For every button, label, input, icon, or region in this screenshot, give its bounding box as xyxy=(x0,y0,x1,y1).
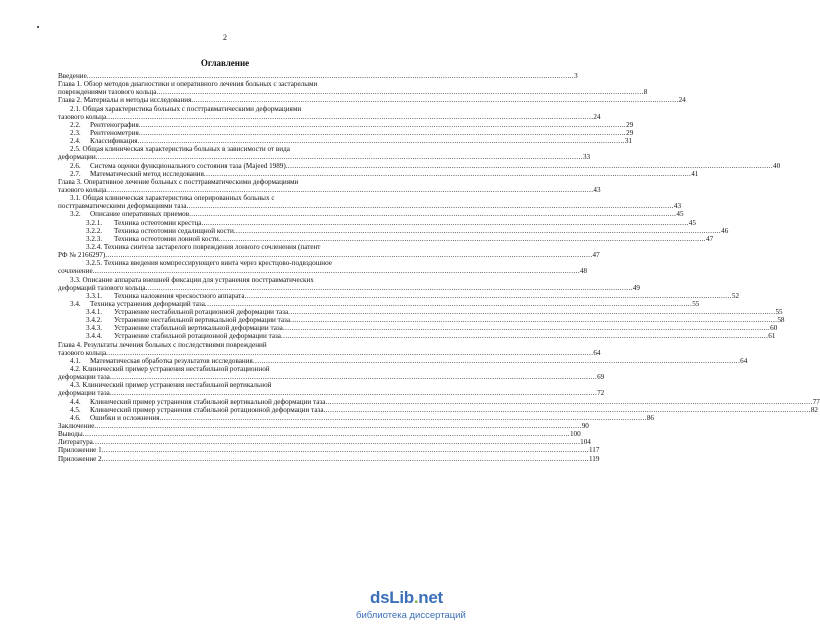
toc-entry-number: 2.2. xyxy=(70,120,81,129)
toc-entry-number: 2.4. xyxy=(70,137,81,146)
toc-entry-text: Математический метод исследования xyxy=(90,169,204,178)
toc-entry-number: 3.4.1. xyxy=(86,308,103,317)
toc-entry-number: 3.2.1. xyxy=(86,218,103,227)
toc-entry-page: 46 xyxy=(721,226,729,235)
dslib-watermark xyxy=(350,588,466,629)
logo-main: dsLib xyxy=(370,588,414,607)
dot-leader xyxy=(219,235,706,243)
toc-entry-number: 2.3. xyxy=(70,128,81,137)
toc-entry-page: 40 xyxy=(773,161,781,170)
toc-entry xyxy=(58,413,654,422)
toc-entry-page: 72 xyxy=(597,389,605,398)
toc-entry-page: 47 xyxy=(706,234,714,243)
toc-entry xyxy=(58,96,686,105)
toc-entry-number: 3.2. xyxy=(70,210,81,219)
toc-entry xyxy=(58,405,818,414)
toc-entry-text: Техника остеотомии лонной кости xyxy=(114,234,219,243)
toc-entry-page: 45 xyxy=(676,210,684,219)
toc-entry-page: 86 xyxy=(646,413,654,422)
dot-leader xyxy=(93,438,580,446)
toc-entry-text: Литература xyxy=(58,438,93,447)
watermark-subtitle: библиотека диссертаций xyxy=(356,610,466,621)
dot-leader xyxy=(106,349,593,357)
toc-entry xyxy=(58,283,640,292)
toc-entry-page: 55 xyxy=(775,308,783,317)
toc-entry-number: 3.2.2. xyxy=(86,226,103,235)
toc-entry-text: Устранение нестабильной вертикальной деформации таза xyxy=(114,316,291,325)
toc-entry xyxy=(58,332,776,341)
table-of-contents xyxy=(58,71,820,463)
toc-entry-text: Рентгенометрия xyxy=(90,128,139,137)
toc-entry-number: 3.4.3. xyxy=(86,324,103,333)
toc-entry-number: 4.6. xyxy=(70,413,81,422)
logo-tld: net xyxy=(418,588,443,607)
toc-entry-text: Клинический пример устранения стабильной вертикальной деформации таза xyxy=(90,397,326,406)
toc-entry-page: 33 xyxy=(582,153,591,162)
toc-entry-page: 49 xyxy=(632,283,640,292)
toc-entry xyxy=(58,373,605,382)
toc-entry xyxy=(58,308,783,317)
toc-entry xyxy=(58,438,591,447)
toc-entry-number: 4.5. xyxy=(70,405,81,414)
toc-entry-page: 61 xyxy=(768,332,776,341)
toc-entry-line: 2.1. Общая характеристика больных с посттравматическими деформациями xyxy=(70,104,302,113)
toc-entry-text: Устранение стабильной вертикальной деформации таза xyxy=(114,324,283,333)
toc-entry xyxy=(58,202,682,211)
dot-leader xyxy=(146,284,633,292)
toc-entry-page: 90 xyxy=(581,422,589,431)
dot-leader xyxy=(283,324,770,332)
toc-entry-text: Математическая обработка результатов исследования xyxy=(90,356,253,365)
toc-entry-text: Описание оперативных приемов xyxy=(90,210,190,219)
toc-entry-text: сочленение xyxy=(58,267,93,276)
toc-entry-text: Заключение xyxy=(58,422,95,431)
toc-entry-text: Выводы xyxy=(58,430,83,439)
dot-leader xyxy=(105,251,592,259)
toc-entry xyxy=(58,316,785,325)
toc-entry-page: 47 xyxy=(592,251,600,260)
toc-entry-line: 3.2.4. Техника синтеза застарелого повреждения лонного сочленения (патент xyxy=(86,242,321,251)
dot-leader xyxy=(234,227,721,235)
toc-title: Оглавление xyxy=(200,58,250,68)
toc-entry xyxy=(58,299,700,308)
dot-leader xyxy=(187,202,674,210)
dot-leader xyxy=(110,373,597,381)
dot-leader xyxy=(106,186,593,194)
toc-entry-line: Глава 1. Обзор методов диагностики и оперативного лечения больных с застарелыми xyxy=(58,80,318,89)
toc-entry-line: 3.3. Описание аппарата внешней фиксации для устранения посттравматических xyxy=(70,275,314,284)
toc-entry-text: Рентгенография xyxy=(90,120,139,129)
toc-entry-page: 82 xyxy=(810,405,818,414)
dot-leader xyxy=(87,72,574,80)
toc-entry-text: посттравматическими деформациями таза xyxy=(58,202,187,211)
toc-entry-page: 60 xyxy=(770,324,778,333)
toc-entry xyxy=(58,267,588,276)
dot-leader xyxy=(281,332,768,340)
dot-leader xyxy=(324,406,811,414)
toc-entry xyxy=(58,348,601,357)
toc-entry xyxy=(58,226,729,235)
toc-entry-page: 43 xyxy=(673,202,682,211)
toc-entry-text: Техника остеотомии седалищной кости xyxy=(114,226,234,235)
toc-entry-text: Устранение нестабильной ротационной деформации таза xyxy=(114,308,289,317)
dot-leader xyxy=(94,422,581,430)
dot-leader xyxy=(96,153,583,161)
toc-entry-number: 3.3.1. xyxy=(86,291,103,300)
toc-entry-line: 4.2. Клинический пример устранения нестабильной ротационной xyxy=(70,365,270,374)
toc-entry-text: деформаций тазового кольца xyxy=(58,283,146,292)
toc-entry xyxy=(58,324,778,333)
toc-entry-number: 3.4.2. xyxy=(86,316,103,325)
toc-entry-page: 24 xyxy=(593,112,601,121)
dot-leader xyxy=(205,300,692,308)
toc-entry-text: Классификация xyxy=(90,137,138,146)
dslib-logo xyxy=(370,588,443,608)
toc-entry xyxy=(58,218,696,227)
dot-leader xyxy=(191,96,678,104)
toc-entry-page: 29 xyxy=(626,120,634,129)
toc-entry-text: тазового кольца xyxy=(58,112,107,121)
dot-leader xyxy=(106,113,593,121)
toc-entry-page: 29 xyxy=(626,128,634,137)
dot-leader xyxy=(325,398,812,406)
toc-entry-text: Техника наложения чрескостного аппарата xyxy=(114,291,245,300)
toc-entry-page: 3 xyxy=(574,71,578,80)
toc-entry-text: тазового кольца xyxy=(58,348,107,357)
toc-entry-text: деформации xyxy=(58,153,96,162)
toc-entry xyxy=(58,397,820,406)
toc-entry-text: Глава 2. Материалы и методы исследования xyxy=(58,96,192,105)
toc-entry-number: 3.4. xyxy=(70,299,81,308)
toc-entry xyxy=(58,128,634,137)
dot-leader xyxy=(286,162,773,170)
toc-entry-page: 119 xyxy=(588,454,600,463)
toc-entry-line: Глава 3. Оперативное лечение больных с посттравматическими деформациями xyxy=(58,177,299,186)
dot-leader xyxy=(110,389,597,397)
toc-entry-line: 2.5. Общая клиническая характеристика больных в зависимости от вида xyxy=(70,145,290,154)
toc-entry-number: 4.1. xyxy=(70,356,81,365)
toc-entry xyxy=(58,356,748,365)
toc-entry xyxy=(58,251,600,260)
toc-entry xyxy=(58,234,714,243)
toc-entry xyxy=(58,185,601,194)
toc-entry-page: 24 xyxy=(678,96,686,105)
dot-leader xyxy=(93,267,580,275)
toc-entry-page: 58 xyxy=(777,316,785,325)
dot-leader xyxy=(102,446,589,454)
toc-entry-text: Техника остеотомии крестца xyxy=(114,218,202,227)
dot-leader xyxy=(201,219,688,227)
toc-entry-line: 3.1. Общая клиническая характеристика оперированных больных с xyxy=(70,194,275,203)
toc-entry-page: 48 xyxy=(579,267,588,276)
dot-leader xyxy=(290,316,777,324)
toc-entry-page: 41 xyxy=(691,169,699,178)
toc-entry-number: 2.6. xyxy=(70,161,81,170)
toc-entry-line: 4.3. Клинический пример устранения нестабильной вертикальной xyxy=(70,381,272,390)
toc-entry xyxy=(58,153,591,162)
toc-entry-page: 77 xyxy=(812,397,820,406)
dot-leader xyxy=(204,170,691,178)
dot-leader xyxy=(160,414,647,422)
toc-entry-number: 4.4. xyxy=(70,397,81,406)
toc-entry-text: деформации таза xyxy=(58,389,110,398)
dot-leader xyxy=(253,357,740,365)
toc-entry-text: повреждениями тазового кольца xyxy=(58,88,157,97)
toc-entry xyxy=(58,161,781,170)
toc-entry-page: 8 xyxy=(643,88,648,97)
toc-entry-page: 43 xyxy=(593,185,601,194)
toc-entry-text: тазового кольца xyxy=(58,185,107,194)
toc-entry-page: 45 xyxy=(688,218,696,227)
toc-entry-text: РФ № 2166297) xyxy=(58,251,106,260)
toc-entry xyxy=(58,137,632,146)
dot-leader xyxy=(288,308,775,316)
toc-entry-text: Система оценки функционального состояния таза (Majeed 1989) xyxy=(90,161,286,170)
toc-entry xyxy=(58,446,600,455)
toc-entry xyxy=(58,71,578,80)
toc-entry-page: 104 xyxy=(580,438,591,447)
toc-entry-number: 3.2.3. xyxy=(86,234,103,243)
toc-entry-page: 100 xyxy=(569,430,581,439)
page-number: 2 xyxy=(223,33,227,42)
toc-entry xyxy=(58,169,699,178)
dot-leader xyxy=(83,430,570,438)
toc-entry-text: Ошибки и осложнения xyxy=(90,413,160,422)
logo-dot: . xyxy=(413,588,419,607)
toc-entry-text: Введение xyxy=(58,71,87,80)
toc-entry-text: Приложение 1 xyxy=(58,446,102,455)
dot-leader xyxy=(138,137,625,145)
toc-entry-text: Клинический пример устранения стабильной ротационной деформации таза xyxy=(90,405,324,414)
toc-entry-page: 64 xyxy=(593,348,601,357)
toc-entry xyxy=(58,454,600,463)
toc-entry-page: 55 xyxy=(692,299,700,308)
scan-speck xyxy=(37,26,39,28)
dot-leader xyxy=(156,88,643,96)
dot-leader xyxy=(139,121,626,129)
toc-entry xyxy=(58,112,601,121)
toc-entry-number: 3.4.4. xyxy=(86,332,103,341)
dot-leader xyxy=(102,455,589,463)
toc-entry xyxy=(58,291,740,300)
toc-entry-number: 2.7. xyxy=(70,169,81,178)
toc-entry-page: 69 xyxy=(597,373,605,382)
toc-entry xyxy=(58,389,605,398)
toc-entry-text: Техника устранения деформаций таза xyxy=(90,299,205,308)
toc-entry-page: 31 xyxy=(624,137,632,146)
toc-entry xyxy=(58,120,634,129)
toc-entry xyxy=(58,210,684,219)
dot-leader xyxy=(245,292,732,300)
toc-entry-page: 117 xyxy=(588,446,600,455)
toc-entry-line: 3.2.5. Техника введения компрессирующего винта через крестцово-подвздошное xyxy=(86,259,332,268)
dot-leader xyxy=(139,129,626,137)
dot-leader xyxy=(189,210,676,218)
toc-entry-text: деформации таза xyxy=(58,373,110,382)
toc-entry-text: Приложение 2 xyxy=(58,454,102,463)
toc-entry xyxy=(58,88,648,97)
toc-entry xyxy=(58,422,589,431)
toc-entry-page: 64 xyxy=(740,356,748,365)
toc-entry-text: Устранение стабильной ротационной деформации таза xyxy=(114,332,281,341)
toc-entry-page: 52 xyxy=(731,291,740,300)
toc-entry-line: Глава 4. Результаты лечения больных с последствиями повреждений xyxy=(58,340,267,349)
toc-entry xyxy=(58,430,581,439)
